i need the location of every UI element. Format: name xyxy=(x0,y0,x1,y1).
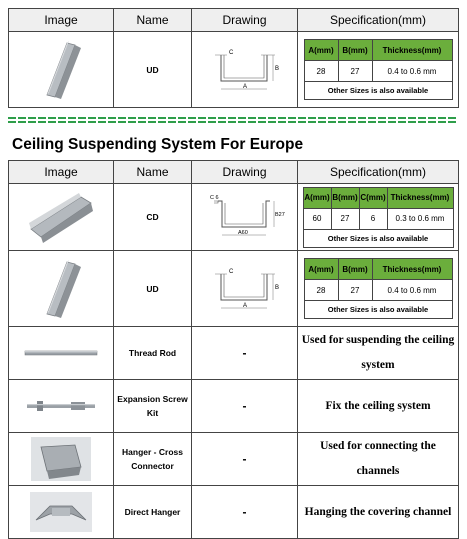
spec-header-c: C(mm) xyxy=(359,187,387,208)
spec-value-thickness: 0.3 to 0.6 mm xyxy=(387,208,453,229)
cd-drawing-label-a: A60 xyxy=(237,230,248,236)
table-row xyxy=(9,327,459,380)
cd-drawing xyxy=(192,184,298,251)
header-image: Image xyxy=(9,161,114,184)
ud-spec-cell xyxy=(298,251,459,327)
spec-value-b: 27 xyxy=(338,61,372,82)
direct-hanger-name: Direct Hanger xyxy=(114,486,192,539)
cd-spec-table xyxy=(303,187,454,248)
spec-header-a: A(mm) xyxy=(303,187,331,208)
ud-photo xyxy=(9,32,114,108)
spec-header-a: A(mm) xyxy=(304,40,338,61)
header-image: Image xyxy=(9,9,114,32)
spec-header-thickness: Thickness(mm) xyxy=(372,40,452,61)
header-drawing: Drawing xyxy=(192,9,298,32)
table-row xyxy=(9,380,459,433)
spec-value-a: 28 xyxy=(304,61,338,82)
hanger-cross-name: Hanger - Cross Connector xyxy=(114,433,192,486)
header-name: Name xyxy=(114,9,192,32)
ud-drawing xyxy=(192,251,298,327)
spec-header-b: B(mm) xyxy=(338,40,372,61)
spec-value-a: 28 xyxy=(304,280,338,301)
hanger-cross-drawing: - xyxy=(192,433,298,486)
cd-drawing-label-b: B27 xyxy=(274,212,285,218)
spec-value-b: 27 xyxy=(331,208,359,229)
expansion-screw-photo xyxy=(9,380,114,433)
spec-note: Other Sizes is also available xyxy=(304,82,452,100)
thread-rod-photo xyxy=(9,327,114,380)
header-name: Name xyxy=(114,161,192,184)
drawing-label-c: C xyxy=(228,49,233,56)
section-title: Ceiling Suspending System For Europe xyxy=(12,136,304,153)
drawing-label-a: A xyxy=(242,83,247,90)
ud-name: UD xyxy=(114,32,192,108)
drawing-label-a: A xyxy=(242,302,247,309)
table-row xyxy=(9,32,459,108)
top-product-table xyxy=(8,8,459,108)
header-drawing: Drawing xyxy=(192,161,298,184)
spec-header-thickness: Thickness(mm) xyxy=(387,187,453,208)
drawing-label-b: B xyxy=(274,65,279,72)
expansion-screw-name: Expansion Screw Kit xyxy=(114,380,192,433)
thread-rod-drawing: - xyxy=(192,327,298,380)
expansion-screw-spec: Fix the ceiling system xyxy=(298,380,459,433)
spec-note: Other Sizes is also available xyxy=(303,229,453,247)
direct-hanger-spec: Hanging the covering channel xyxy=(298,486,459,539)
expansion-screw-drawing: - xyxy=(192,380,298,433)
ud-spec-table xyxy=(304,258,453,319)
thread-rod-name: Thread Rod xyxy=(114,327,192,380)
ud-photo xyxy=(9,251,114,327)
cd-name: CD xyxy=(114,184,192,251)
cd-drawing-label-c: C 6 xyxy=(209,195,219,201)
table-header-row xyxy=(9,9,459,32)
spec-header-b: B(mm) xyxy=(338,259,372,280)
thread-rod-spec: Used for suspending the ceiling system xyxy=(298,327,459,380)
spec-note: Other Sizes is also available xyxy=(304,301,452,319)
table-row xyxy=(9,184,459,251)
cd-photo xyxy=(9,184,114,251)
table-header-row xyxy=(9,161,459,184)
spec-value-thickness: 0.4 to 0.6 mm xyxy=(372,280,452,301)
drawing-label-c: C xyxy=(228,268,233,275)
spec-value-c: 6 xyxy=(359,208,387,229)
ud-spec-cell xyxy=(298,32,459,108)
ud-drawing xyxy=(192,32,298,108)
table-row xyxy=(9,433,459,486)
section-divider xyxy=(8,117,458,119)
header-spec: Specification(mm) xyxy=(298,9,459,32)
direct-hanger-drawing: - xyxy=(192,486,298,539)
section-divider xyxy=(8,121,458,123)
cd-spec-cell xyxy=(298,184,459,251)
spec-value-thickness: 0.4 to 0.6 mm xyxy=(372,61,452,82)
drawing-label-b: B xyxy=(274,284,279,291)
direct-hanger-photo xyxy=(9,486,114,539)
table-row xyxy=(9,486,459,539)
table-row xyxy=(9,251,459,327)
hanger-cross-spec: Used for connecting the channels xyxy=(298,433,459,486)
spec-header-a: A(mm) xyxy=(304,259,338,280)
europe-product-table xyxy=(8,160,459,539)
ud-name: UD xyxy=(114,251,192,327)
hanger-cross-photo xyxy=(9,433,114,486)
spec-header-b: B(mm) xyxy=(331,187,359,208)
header-spec: Specification(mm) xyxy=(298,161,459,184)
ud-spec-table xyxy=(304,39,453,100)
spec-value-a: 60 xyxy=(303,208,331,229)
spec-value-b: 27 xyxy=(338,280,372,301)
spec-header-thickness: Thickness(mm) xyxy=(372,259,452,280)
